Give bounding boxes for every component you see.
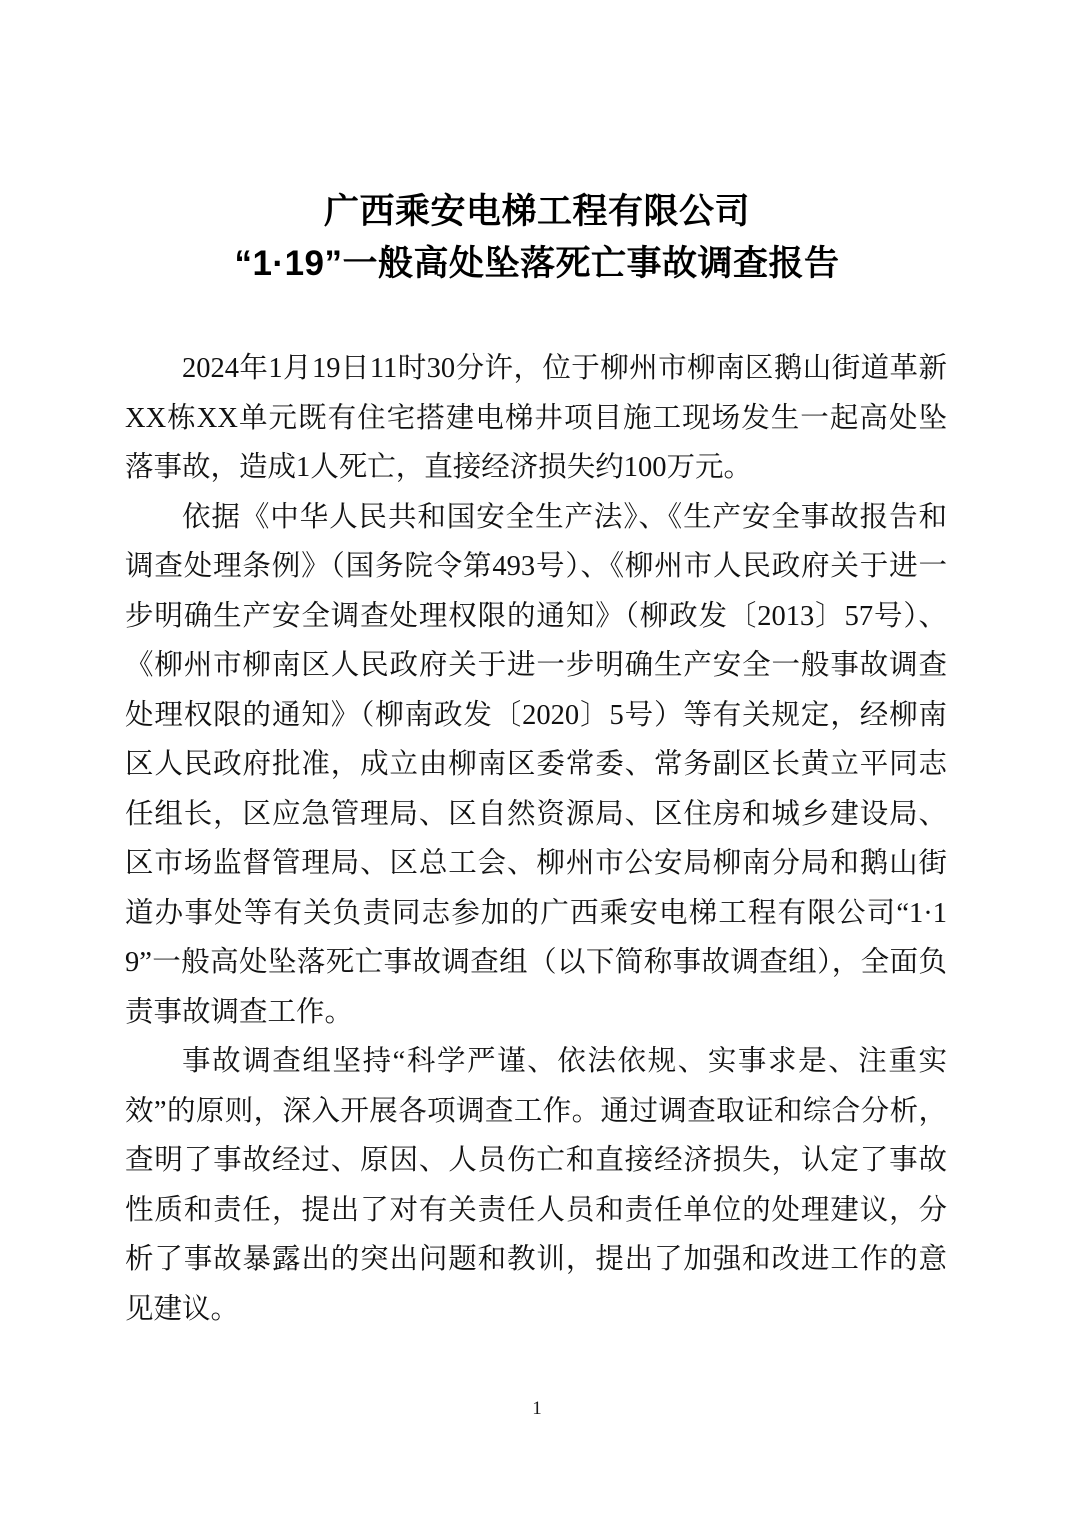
- body-paragraph-3: 事故调查组坚持“科学严谨、依法依规、实事求是、注重实效”的原则，深入开展各项调查工作。通过调查取证和综合分析，查明了事故经过、原因、人员伤亡和直接经济损失，认定了事故性质和责任，提出了对有关责任人员和责任单位的处理建议，分析了事故暴露出的突出问题和教训，提出了加强和改进工作的意见建议。: [125, 1046, 947, 1325]
- document-body: [125, 344, 947, 1334]
- page-title: [100, 186, 974, 290]
- title-line-subject: “1·19”一般高处坠落死亡事故调查报告: [234, 244, 840, 283]
- body-paragraph-1: 2024年1月19日11时30分许，位于柳州市柳南区鹅山街道革新XX栋XX单元既有住宅搭建电梯井项目施工现场发生一起高处坠落事故，造成1人死亡，直接经济损失约100万元。: [125, 353, 947, 483]
- title-line-company: 广西乘安电梯工程有限公司: [323, 192, 750, 231]
- body-paragraph-2: 依据《中华人民共和国安全生产法》、《生产安全事故报告和调查处理条例》（国务院令第493号）、《柳州市人民政府关于进一步明确生产安全调查处理权限的通知》（柳政发〔2013〕57号）、《柳州市柳南区人民政府关于进一步明确生产安全一般事故调查处理权限的通知》（柳南政发〔2020〕5号）等有关规定，经柳南区人民政府批准，成立由柳南区委常委、常务副区长黄立平同志任组长，区应急管理局、区自然资源局、区住房和城乡建设局、区市场监督管理局、区总工会、柳州市公安局柳南分局和鹅山街道办事处等有关负责同志参加的广西乘安电梯工程有限公司“1·19”一般高处坠落死亡事故调查组（以下简称事故调查组），全面负责事故调查工作。: [125, 501, 947, 1028]
- page-number: 1: [532, 1398, 542, 1419]
